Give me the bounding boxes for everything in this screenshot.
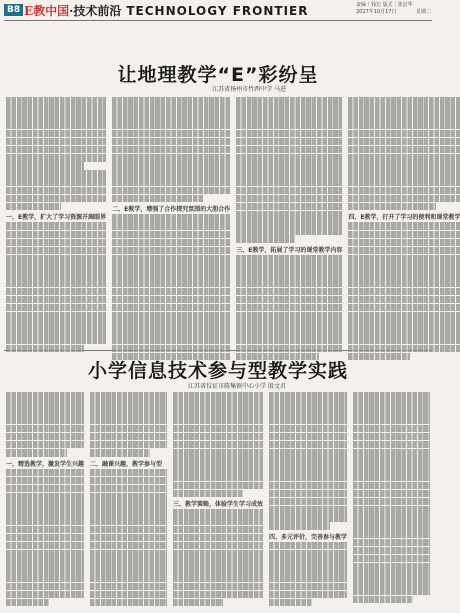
text-line bbox=[353, 482, 430, 490]
text-line bbox=[269, 522, 330, 530]
text-line bbox=[90, 501, 167, 509]
article1-byline: 江苏省扬州市竹西中学 马进 bbox=[212, 86, 286, 93]
text-line bbox=[173, 473, 263, 481]
text-line bbox=[6, 320, 106, 328]
text-line bbox=[173, 542, 263, 550]
text-line bbox=[269, 392, 347, 400]
text-line bbox=[353, 498, 430, 506]
text-line bbox=[6, 138, 106, 146]
text-line bbox=[173, 566, 263, 574]
text-line bbox=[353, 522, 430, 530]
text-line bbox=[353, 596, 413, 604]
article2-title: 小学信息技术参与型教学实践 bbox=[87, 360, 348, 382]
text-line bbox=[173, 482, 263, 490]
text-line bbox=[173, 490, 243, 498]
text-line bbox=[112, 121, 230, 129]
text-line bbox=[90, 583, 167, 591]
text-line bbox=[112, 320, 230, 328]
text-line bbox=[348, 113, 460, 121]
text-line bbox=[236, 113, 342, 121]
text-line bbox=[173, 433, 263, 441]
text-line bbox=[112, 288, 230, 296]
text-line bbox=[348, 222, 460, 230]
text-line bbox=[6, 433, 84, 441]
text-line bbox=[353, 555, 430, 563]
text-line bbox=[112, 146, 230, 154]
text-line bbox=[348, 263, 460, 271]
text-line bbox=[236, 187, 342, 195]
text-line bbox=[6, 542, 84, 550]
text-line bbox=[112, 336, 230, 344]
text-line bbox=[6, 477, 84, 485]
text-line bbox=[6, 550, 84, 558]
text-line bbox=[112, 138, 230, 146]
text-line bbox=[112, 195, 204, 203]
text-line bbox=[353, 571, 430, 579]
page-number: B8 bbox=[4, 4, 23, 16]
text-line bbox=[353, 514, 430, 522]
text-line bbox=[269, 514, 347, 522]
text-line bbox=[6, 113, 106, 121]
text-line bbox=[173, 574, 263, 582]
text-line bbox=[90, 509, 167, 517]
text-line bbox=[112, 279, 230, 287]
article2-subhead: 三、教学策略，体验学生学习成效 bbox=[173, 501, 264, 509]
text-line bbox=[6, 509, 84, 517]
text-line bbox=[353, 433, 430, 441]
editor-credits: 责编｜钱宏 版式｜张洁华 bbox=[356, 2, 413, 8]
text-line bbox=[348, 336, 460, 344]
text-line bbox=[348, 146, 460, 154]
text-line bbox=[112, 187, 230, 195]
text-line bbox=[236, 345, 342, 353]
text-line bbox=[269, 591, 347, 599]
article1-subhead: 一、E教学，扩大了学习资源开阔眼界 bbox=[6, 214, 107, 222]
text-line bbox=[6, 345, 84, 353]
text-line bbox=[269, 542, 347, 550]
article2-column bbox=[269, 392, 347, 610]
text-line bbox=[90, 493, 167, 501]
brand-name: E教中国 bbox=[24, 4, 70, 18]
text-line bbox=[112, 214, 230, 222]
text-line bbox=[112, 271, 230, 279]
text-line bbox=[353, 506, 430, 514]
text-line bbox=[236, 138, 342, 146]
text-line bbox=[6, 121, 106, 129]
text-line bbox=[112, 247, 230, 255]
text-line bbox=[353, 425, 430, 433]
text-line bbox=[112, 130, 230, 138]
text-line bbox=[112, 255, 230, 263]
text-line bbox=[173, 558, 263, 566]
text-line bbox=[353, 579, 430, 587]
text-line bbox=[90, 416, 167, 424]
text-line bbox=[173, 457, 263, 465]
text-line bbox=[6, 170, 106, 178]
article1-column bbox=[112, 97, 230, 345]
text-line bbox=[173, 550, 263, 558]
text-line bbox=[269, 400, 347, 408]
text-line bbox=[236, 195, 342, 203]
text-line bbox=[6, 416, 84, 424]
text-line bbox=[348, 105, 460, 113]
text-line bbox=[6, 392, 84, 400]
text-line bbox=[173, 425, 263, 433]
text-line bbox=[112, 328, 230, 336]
article2-subhead: 一、精选教学，激发学生兴趣 bbox=[6, 460, 85, 468]
text-line bbox=[269, 416, 347, 424]
text-line bbox=[236, 320, 342, 328]
text-line bbox=[90, 574, 167, 582]
text-line bbox=[6, 534, 84, 542]
text-line bbox=[6, 304, 106, 312]
text-line bbox=[173, 509, 263, 517]
article1-column bbox=[6, 97, 106, 345]
text-line bbox=[173, 416, 263, 424]
text-line bbox=[236, 304, 342, 312]
text-line bbox=[112, 304, 230, 312]
text-line bbox=[6, 493, 84, 501]
text-line bbox=[348, 138, 460, 146]
text-line bbox=[348, 97, 460, 105]
text-line bbox=[236, 170, 342, 178]
text-line bbox=[6, 247, 106, 255]
article2-byline: 江苏省仪征市陈集镇中心小学 殷文君 bbox=[188, 383, 286, 390]
text-line bbox=[112, 345, 230, 353]
text-line bbox=[90, 449, 150, 457]
text-line bbox=[173, 449, 263, 457]
text-line bbox=[269, 425, 347, 433]
text-line bbox=[6, 449, 67, 457]
text-line bbox=[6, 599, 49, 607]
text-line bbox=[173, 392, 263, 400]
text-line bbox=[6, 130, 106, 138]
text-line bbox=[236, 211, 342, 219]
text-line bbox=[236, 130, 342, 138]
article1-subhead: 四、E教学，打开了学习的便利和课堂教学 bbox=[348, 214, 460, 222]
text-line bbox=[90, 469, 167, 477]
text-line bbox=[6, 271, 106, 279]
text-line bbox=[6, 566, 84, 574]
text-line bbox=[90, 425, 167, 433]
text-line bbox=[112, 154, 230, 162]
text-line bbox=[236, 235, 294, 243]
text-line bbox=[269, 433, 347, 441]
text-line bbox=[353, 457, 430, 465]
text-line bbox=[90, 400, 167, 408]
issue-info bbox=[356, 2, 431, 16]
text-line bbox=[112, 170, 230, 178]
text-line bbox=[90, 534, 167, 542]
article1-body bbox=[6, 97, 460, 345]
article2-column bbox=[173, 392, 263, 610]
text-line bbox=[6, 501, 84, 509]
text-line bbox=[112, 222, 230, 230]
text-line bbox=[348, 187, 460, 195]
text-line bbox=[353, 563, 430, 571]
text-line bbox=[269, 482, 347, 490]
text-line bbox=[236, 336, 342, 344]
text-line bbox=[348, 312, 460, 320]
text-line bbox=[236, 219, 342, 227]
text-line bbox=[269, 441, 347, 449]
text-line bbox=[90, 392, 167, 400]
article2-column bbox=[6, 392, 84, 610]
text-line bbox=[353, 490, 430, 498]
text-line bbox=[112, 239, 230, 247]
text-line bbox=[112, 105, 230, 113]
text-line bbox=[112, 97, 230, 105]
text-line bbox=[6, 558, 84, 566]
text-line bbox=[6, 400, 84, 408]
text-line bbox=[6, 485, 84, 493]
text-line bbox=[348, 328, 460, 336]
article2-column bbox=[90, 392, 167, 610]
text-line bbox=[236, 97, 342, 105]
text-line bbox=[90, 566, 167, 574]
text-line bbox=[6, 178, 106, 186]
text-line bbox=[6, 203, 61, 211]
text-line bbox=[112, 113, 230, 121]
text-line bbox=[6, 222, 106, 230]
text-line bbox=[112, 312, 230, 320]
text-line bbox=[173, 526, 263, 534]
text-line bbox=[236, 271, 342, 279]
text-line bbox=[353, 392, 430, 400]
text-line bbox=[6, 408, 84, 416]
text-line bbox=[6, 154, 106, 162]
section-brand bbox=[24, 2, 308, 19]
text-line bbox=[6, 336, 106, 344]
text-line bbox=[269, 583, 347, 591]
text-line bbox=[6, 312, 106, 320]
text-line bbox=[348, 121, 460, 129]
text-line bbox=[6, 255, 106, 263]
text-line bbox=[236, 227, 342, 235]
text-line bbox=[353, 530, 430, 538]
text-line bbox=[348, 255, 460, 263]
text-line bbox=[348, 320, 460, 328]
text-line bbox=[6, 162, 84, 170]
text-line bbox=[348, 178, 460, 186]
text-line bbox=[353, 539, 430, 547]
text-line bbox=[353, 416, 430, 424]
article1-title: 让地理教学“E”彩纷呈 bbox=[117, 64, 319, 86]
article1-column bbox=[348, 97, 460, 345]
text-line bbox=[269, 457, 347, 465]
text-line bbox=[236, 154, 342, 162]
brand-separator: · bbox=[69, 4, 74, 18]
text-line bbox=[6, 279, 106, 287]
issue-weekday: 星期二 bbox=[415, 9, 431, 15]
text-line bbox=[6, 425, 84, 433]
text-line bbox=[90, 517, 167, 525]
text-line bbox=[269, 473, 347, 481]
article2-subhead: 二、融课兴趣，教学参与型 bbox=[90, 460, 163, 468]
text-line bbox=[6, 583, 84, 591]
text-line bbox=[236, 146, 342, 154]
text-line bbox=[269, 566, 347, 574]
text-line bbox=[236, 255, 342, 263]
text-line bbox=[90, 485, 167, 493]
text-line bbox=[353, 587, 430, 595]
text-line bbox=[6, 526, 84, 534]
article2-column bbox=[353, 392, 430, 610]
text-line bbox=[6, 105, 106, 113]
text-line bbox=[269, 490, 347, 498]
text-line bbox=[236, 288, 342, 296]
header-rule bbox=[4, 20, 432, 21]
text-line bbox=[6, 195, 106, 203]
text-line bbox=[6, 146, 106, 154]
text-line bbox=[173, 517, 263, 525]
text-line bbox=[348, 162, 460, 170]
text-line bbox=[236, 178, 342, 186]
text-line bbox=[90, 550, 167, 558]
text-line bbox=[6, 187, 106, 195]
text-line bbox=[236, 121, 342, 129]
text-line bbox=[353, 441, 430, 449]
text-line bbox=[348, 288, 460, 296]
section-name: 技术前沿 bbox=[73, 4, 122, 18]
text-line bbox=[269, 498, 347, 506]
text-line bbox=[348, 239, 460, 247]
text-line bbox=[90, 477, 167, 485]
issue-date: 2017年10月17日 bbox=[356, 9, 397, 15]
text-line bbox=[353, 465, 430, 473]
text-line bbox=[173, 400, 263, 408]
text-line bbox=[348, 247, 460, 255]
text-line bbox=[112, 296, 230, 304]
text-line bbox=[90, 433, 167, 441]
text-line bbox=[90, 526, 167, 534]
article2-body bbox=[6, 392, 430, 610]
text-line bbox=[90, 408, 167, 416]
text-line bbox=[173, 591, 263, 599]
text-line bbox=[348, 170, 460, 178]
text-line bbox=[348, 154, 460, 162]
text-line bbox=[348, 203, 435, 211]
text-line bbox=[236, 105, 342, 113]
text-line bbox=[348, 345, 460, 353]
text-line bbox=[236, 279, 342, 287]
text-line bbox=[236, 312, 342, 320]
text-line bbox=[348, 195, 460, 203]
text-line bbox=[348, 271, 460, 279]
text-line bbox=[348, 279, 460, 287]
text-line bbox=[6, 591, 84, 599]
text-line bbox=[6, 517, 84, 525]
text-line bbox=[173, 534, 263, 542]
text-line bbox=[353, 473, 430, 481]
text-line bbox=[348, 130, 460, 138]
text-line bbox=[348, 296, 460, 304]
text-line bbox=[269, 599, 312, 607]
text-line bbox=[348, 304, 460, 312]
text-line bbox=[6, 263, 106, 271]
text-line bbox=[269, 558, 347, 566]
text-line bbox=[112, 231, 230, 239]
text-line bbox=[90, 591, 167, 599]
text-line bbox=[173, 599, 223, 607]
text-line bbox=[112, 178, 230, 186]
text-line bbox=[6, 574, 84, 582]
text-line bbox=[353, 547, 430, 555]
text-line bbox=[236, 328, 342, 336]
text-line bbox=[269, 449, 347, 457]
text-line bbox=[112, 162, 230, 170]
text-line bbox=[6, 97, 106, 105]
text-line bbox=[90, 558, 167, 566]
text-line bbox=[236, 296, 342, 304]
text-line bbox=[353, 449, 430, 457]
article1-subhead: 三、E教学，拓展了学习的课堂教学内容 bbox=[236, 246, 343, 254]
text-line bbox=[236, 263, 342, 271]
text-line bbox=[236, 162, 342, 170]
article1-column bbox=[236, 97, 342, 345]
text-line bbox=[6, 239, 106, 247]
section-name-en: TECHNOLOGY FRONTIER bbox=[126, 4, 309, 18]
text-line bbox=[353, 408, 430, 416]
text-line bbox=[90, 599, 167, 607]
text-line bbox=[6, 469, 84, 477]
text-line bbox=[6, 231, 106, 239]
text-line bbox=[90, 441, 167, 449]
text-line bbox=[6, 328, 106, 336]
text-line bbox=[269, 506, 347, 514]
text-line bbox=[269, 408, 347, 416]
text-line bbox=[173, 441, 263, 449]
text-line bbox=[348, 231, 460, 239]
text-line bbox=[90, 542, 167, 550]
text-line bbox=[173, 408, 263, 416]
text-line bbox=[353, 400, 430, 408]
text-line bbox=[236, 203, 342, 211]
text-line bbox=[6, 441, 84, 449]
text-line bbox=[6, 296, 106, 304]
text-line bbox=[173, 465, 263, 473]
article2-subhead: 四、多元评价，完善参与教学 bbox=[269, 533, 348, 541]
text-line bbox=[6, 288, 106, 296]
text-line bbox=[112, 263, 230, 271]
text-line bbox=[173, 583, 263, 591]
text-line bbox=[269, 574, 347, 582]
text-line bbox=[269, 465, 347, 473]
article1-subhead: 二、E教学，增强了合作探究氛围的大胆合作 bbox=[112, 206, 231, 214]
text-line bbox=[269, 550, 347, 558]
